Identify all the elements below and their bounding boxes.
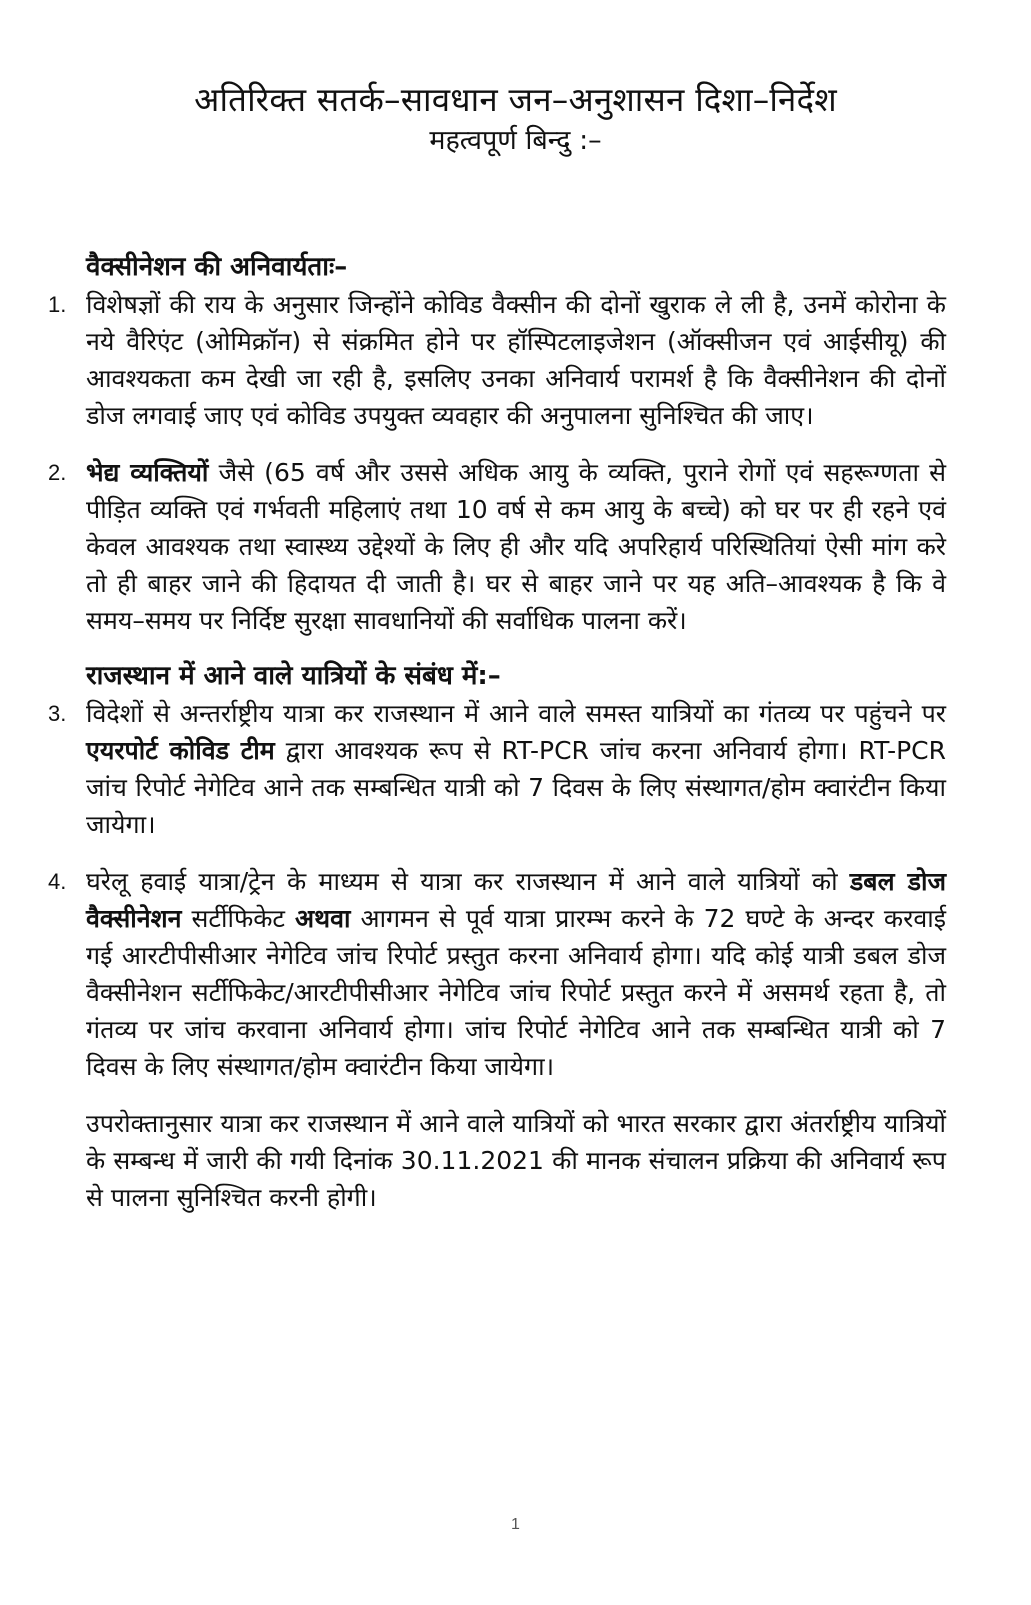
list-item-3 — [48, 695, 946, 843]
bold-inline-text: एयरपोर्ट कोविड टीम — [86, 736, 275, 765]
list-item-body: सर्टीफिकेट — [181, 904, 296, 933]
title-block — [0, 78, 1031, 160]
bold-inline-text: डबल डोज वैक्सीनेशन — [86, 867, 946, 933]
list-item-text — [86, 454, 946, 639]
document-title: अतिरिक्त सतर्क–सावधान जन–अनुशासन दिशा–निर्देश — [194, 80, 837, 119]
list-item-body: घरेलू हवाई यात्रा/ट्रेन के माध्यम से यात्रा कर राजस्थान में आने वाले यात्रियों को — [86, 867, 850, 896]
list-item-text: विशेषज्ञों की राय के अनुसार जिन्होंने कोविड वैक्सीन की दोनों खुराक ले ली है, उनमें कोरोना के नये वैरिएंट (ओमिक्रॉन) से संक्रमित होने पर हॉस्पिटलाइजेशन (ऑक्सीजन एवं आईसीयू) की आवश्यकता कम देखी जा रही है, इसलिए उनका अनिवार्य परामर्श है कि वैक्सीनेशन की दोनों डोज लगवाई जाए एवं कोविड उपयुक्त व्यवहार की अनुपालना सुनिश्चित की जाए। — [86, 290, 946, 430]
list-item-1 — [48, 286, 946, 434]
document-body — [48, 248, 946, 1216]
list-item-body: विदेशों से अन्तर्राष्ट्रीय यात्रा कर राजस्थान में आने वाले समस्त यात्रियों का गंतव्य पर पहुंचने पर — [86, 699, 946, 728]
list-item-text — [86, 863, 946, 1085]
list-item-text — [86, 695, 946, 843]
bold-inline-text: अथवा — [295, 904, 351, 933]
section-heading-vaccination: वैक्सीनेशन की अनिवार्यताः– — [86, 252, 348, 282]
closing-paragraph: उपरोक्तानुसार यात्रा कर राजस्थान में आने वाले यात्रियों को भारत सरकार द्वारा अंतर्राष्ट्रीय यात्रियों के सम्बन्ध में जारी की गयी दिनांक 30.11.2021 की मानक संचालन प्रक्रिया की अनिवार्य रूप से पालना सुनिश्चित करनी होगी। — [86, 1109, 946, 1212]
bold-lead-text: भेद्य व्यक्तियों — [86, 458, 209, 487]
list-item-number: 2. — [48, 460, 67, 485]
list-item-body: जैसे (65 वर्ष और उससे अधिक आयु के व्यक्ति, पुराने रोगों एवं सहरूग्णता से पीड़ित व्यक्ति एवं गर्भवती महिलाएं तथा 10 वर्ष से कम आयु के बच्चे) को घर पर ही रहने एवं केवल आवश्यक तथा स्वास्थ्य उद्देश्यों के लिए ही और यदि अपरिहार्य परिस्थितियां ऐसी मांग करे तो ही बाहर जाने की हिदायत दी जाती है। घर से बाहर जाने पर यह अति–आवश्यक है कि वे समय–समय पर निर्दिष्ट सुरक्षा सावधानियों की सर्वाधिक पालना करें। — [86, 458, 946, 635]
section-heading-travellers: राजस्थान में आने वाले यात्रियों के संबंध में:– — [86, 661, 501, 691]
list-item-number: 1. — [48, 292, 67, 317]
list-item-body: द्वारा आवश्यक रूप से RT-PCR जांच करना अनिवार्य होगा। RT-PCR जांच रिपोर्ट नेगेटिव आने तक सम्बन्धित यात्री को 7 दिवस के लिए संस्थागत/होम क्वारंटीन किया जायेगा। — [86, 736, 947, 839]
list-item-body: आगमन से पूर्व यात्रा प्रारम्भ करने के 72 घण्टे के अन्दर करवाई गई आरटीपीसीआर नेगेटिव जांच रिपोर्ट प्रस्तुत करना अनिवार्य होगा। यदि कोई यात्री डबल डोज वैक्सीनेशन सर्टीफिकेट/आरटीपीसीआर नेगेटिव जांच रिपोर्ट प्रस्तुत करने में असमर्थ रहता है, तो गंतव्य पर जांच करवाना अनिवार्य होगा। जांच रिपोर्ट नेगेटिव आने तक सम्बन्धित यात्री को 7 दिवस के लिए संस्थागत/होम क्वारंटीन किया जायेगा। — [86, 904, 946, 1081]
list-item-4 — [48, 863, 946, 1085]
list-item-number: 3. — [48, 701, 67, 726]
list-item-number: 4. — [48, 869, 67, 894]
list-item-2 — [48, 454, 946, 639]
document-subtitle: महत्वपूर्ण बिन्दु :– — [429, 125, 602, 156]
page-number: 1 — [511, 1516, 520, 1533]
